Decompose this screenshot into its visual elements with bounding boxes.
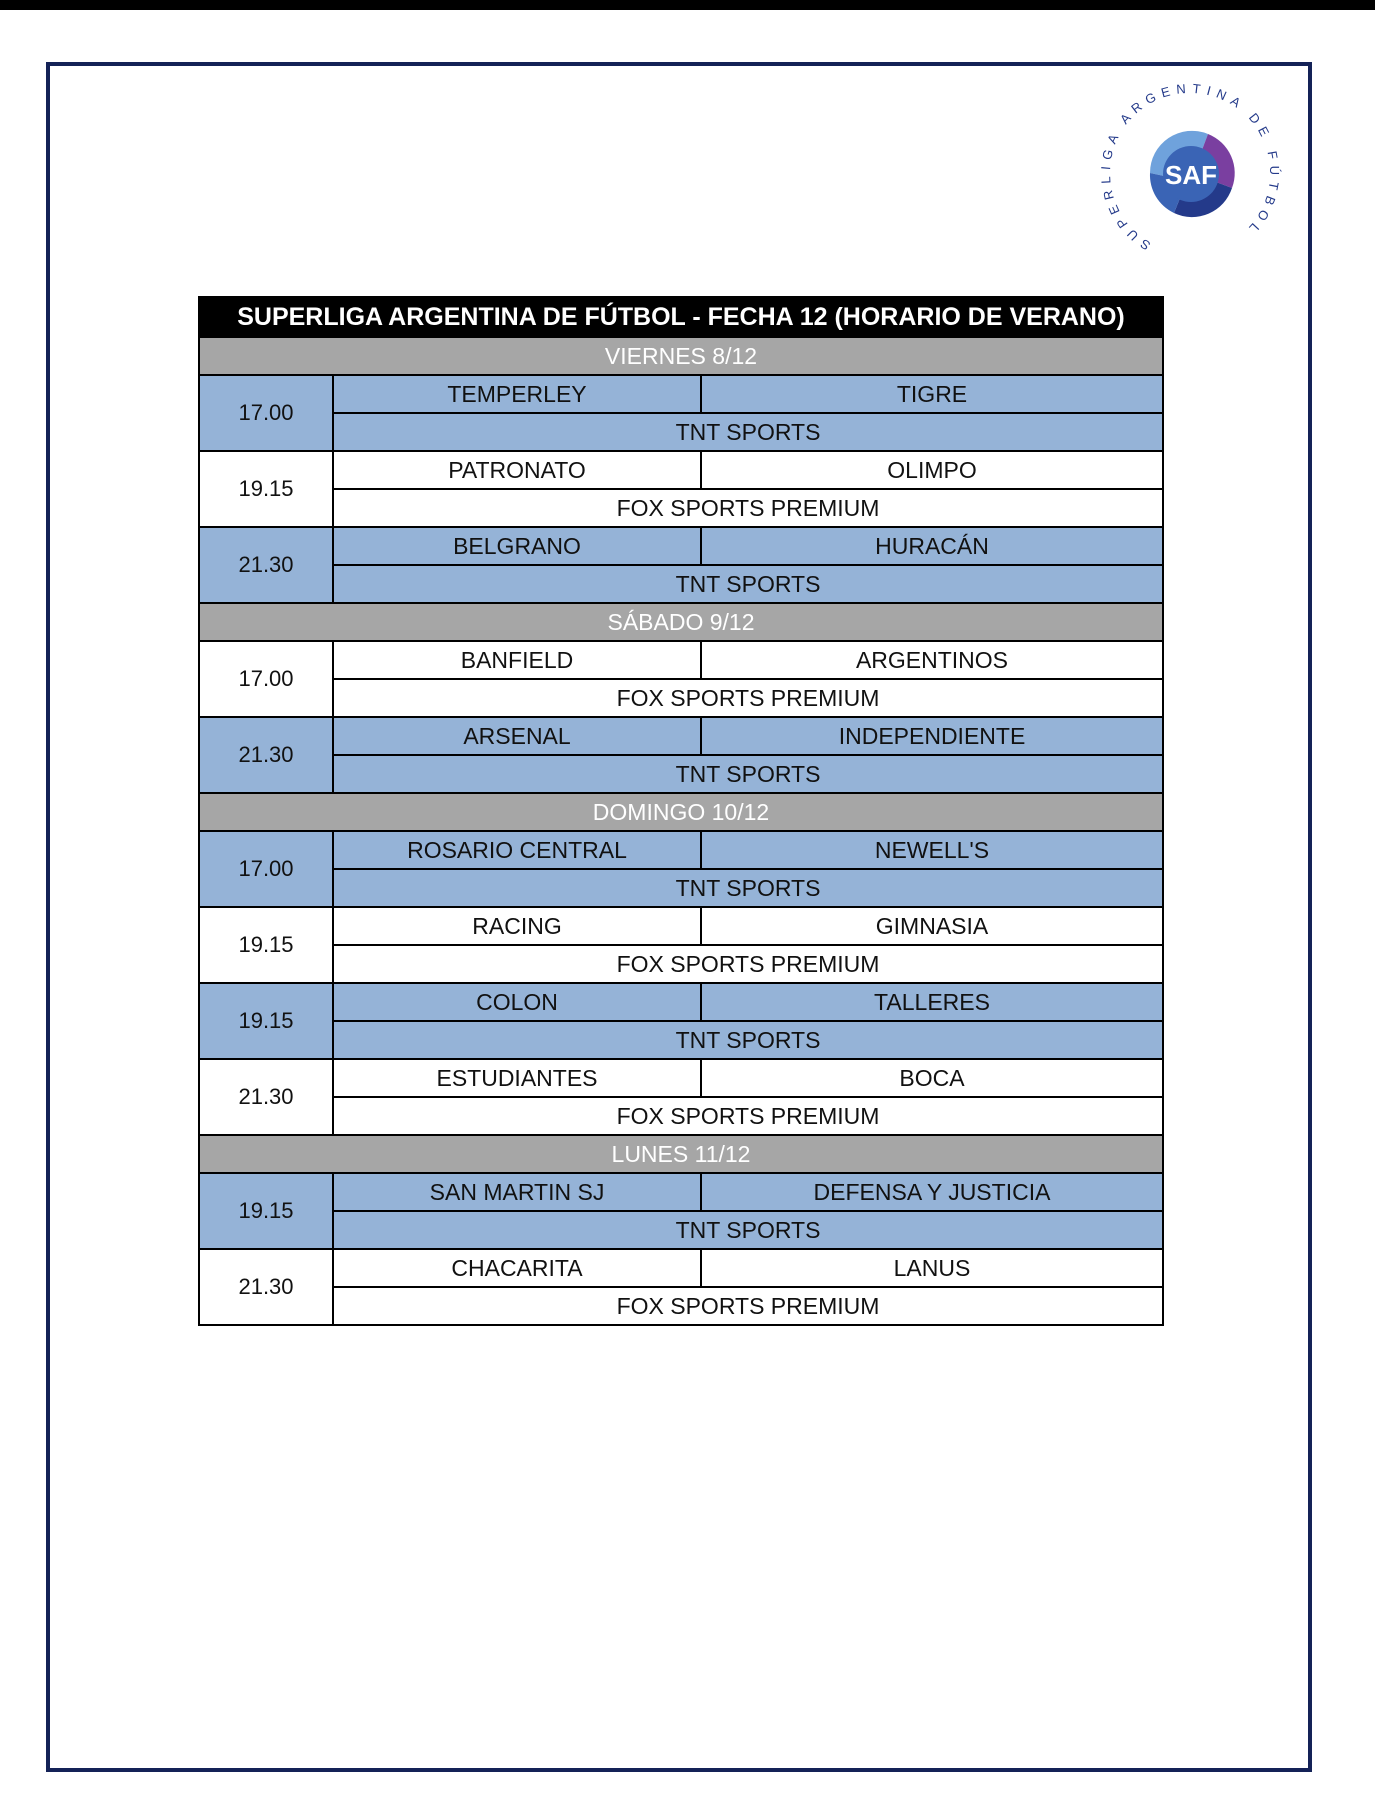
away-team: TIGRE — [701, 375, 1163, 413]
home-team: CHACARITA — [333, 1249, 701, 1287]
tv-channel: TNT SPORTS — [333, 1021, 1163, 1059]
broadcast-row — [199, 1097, 1163, 1135]
match-time: 19.15 — [199, 907, 333, 983]
away-team: OLIMPO — [701, 451, 1163, 489]
away-team: GIMNASIA — [701, 907, 1163, 945]
away-team: BOCA — [701, 1059, 1163, 1097]
day-header: DOMINGO 10/12 — [199, 793, 1163, 831]
match-time: 21.30 — [199, 527, 333, 603]
match-row — [199, 1059, 1163, 1097]
broadcast-row — [199, 1021, 1163, 1059]
match-time: 21.30 — [199, 717, 333, 793]
home-team: SAN MARTIN SJ — [333, 1173, 701, 1211]
broadcast-row — [199, 565, 1163, 603]
home-team: RACING — [333, 907, 701, 945]
match-time: 21.30 — [199, 1249, 333, 1325]
tv-channel: TNT SPORTS — [333, 565, 1163, 603]
fixture-table — [198, 296, 1164, 1326]
broadcast-row — [199, 869, 1163, 907]
fixture-title: SUPERLIGA ARGENTINA DE FÚTBOL - FECHA 12 (HORARIO DE VERANO) — [199, 297, 1163, 337]
day-header: SÁBADO 9/12 — [199, 603, 1163, 641]
logo-badge-text: SAF — [1165, 160, 1217, 190]
home-team: BANFIELD — [333, 641, 701, 679]
match-time: 17.00 — [199, 831, 333, 907]
broadcast-row — [199, 413, 1163, 451]
match-row — [199, 1249, 1163, 1287]
home-team: TEMPERLEY — [333, 375, 701, 413]
tv-channel: FOX SPORTS PREMIUM — [333, 1097, 1163, 1135]
away-team: HURACÁN — [701, 527, 1163, 565]
home-team: PATRONATO — [333, 451, 701, 489]
match-row — [199, 907, 1163, 945]
tv-channel: FOX SPORTS PREMIUM — [333, 945, 1163, 983]
tv-channel: TNT SPORTS — [333, 755, 1163, 793]
broadcast-row — [199, 679, 1163, 717]
away-team: INDEPENDIENTE — [701, 717, 1163, 755]
match-time: 21.30 — [199, 1059, 333, 1135]
home-team: BELGRANO — [333, 527, 701, 565]
home-team: ESTUDIANTES — [333, 1059, 701, 1097]
match-time: 19.15 — [199, 983, 333, 1059]
home-team: ROSARIO CENTRAL — [333, 831, 701, 869]
away-team: LANUS — [701, 1249, 1163, 1287]
home-team: ARSENAL — [333, 717, 701, 755]
tv-channel: TNT SPORTS — [333, 413, 1163, 451]
broadcast-row — [199, 1211, 1163, 1249]
tv-channel: TNT SPORTS — [333, 1211, 1163, 1249]
logo-ring-text: SUPERLIGA ARGENTINA DE FÚTBOL — [1097, 80, 1283, 254]
match-row — [199, 717, 1163, 755]
match-time: 19.15 — [199, 1173, 333, 1249]
top-black-bar — [0, 0, 1375, 10]
match-time: 17.00 — [199, 641, 333, 717]
match-row — [199, 451, 1163, 489]
away-team: TALLERES — [701, 983, 1163, 1021]
home-team: COLON — [333, 983, 701, 1021]
tv-channel: TNT SPORTS — [333, 869, 1163, 907]
away-team: NEWELL'S — [701, 831, 1163, 869]
match-time: 17.00 — [199, 375, 333, 451]
match-row — [199, 375, 1163, 413]
broadcast-row — [199, 945, 1163, 983]
tv-channel: FOX SPORTS PREMIUM — [333, 489, 1163, 527]
tv-channel: FOX SPORTS PREMIUM — [333, 1287, 1163, 1325]
match-row — [199, 983, 1163, 1021]
match-row — [199, 831, 1163, 869]
match-row — [199, 641, 1163, 679]
away-team: DEFENSA Y JUSTICIA — [701, 1173, 1163, 1211]
day-header: VIERNES 8/12 — [199, 337, 1163, 375]
broadcast-row — [199, 755, 1163, 793]
tv-channel: FOX SPORTS PREMIUM — [333, 679, 1163, 717]
away-team: ARGENTINOS — [701, 641, 1163, 679]
broadcast-row — [199, 1287, 1163, 1325]
match-row — [199, 527, 1163, 565]
match-row — [199, 1173, 1163, 1211]
broadcast-row — [199, 489, 1163, 527]
superliga-logo — [1090, 78, 1290, 268]
match-time: 19.15 — [199, 451, 333, 527]
day-header: LUNES 11/12 — [199, 1135, 1163, 1173]
